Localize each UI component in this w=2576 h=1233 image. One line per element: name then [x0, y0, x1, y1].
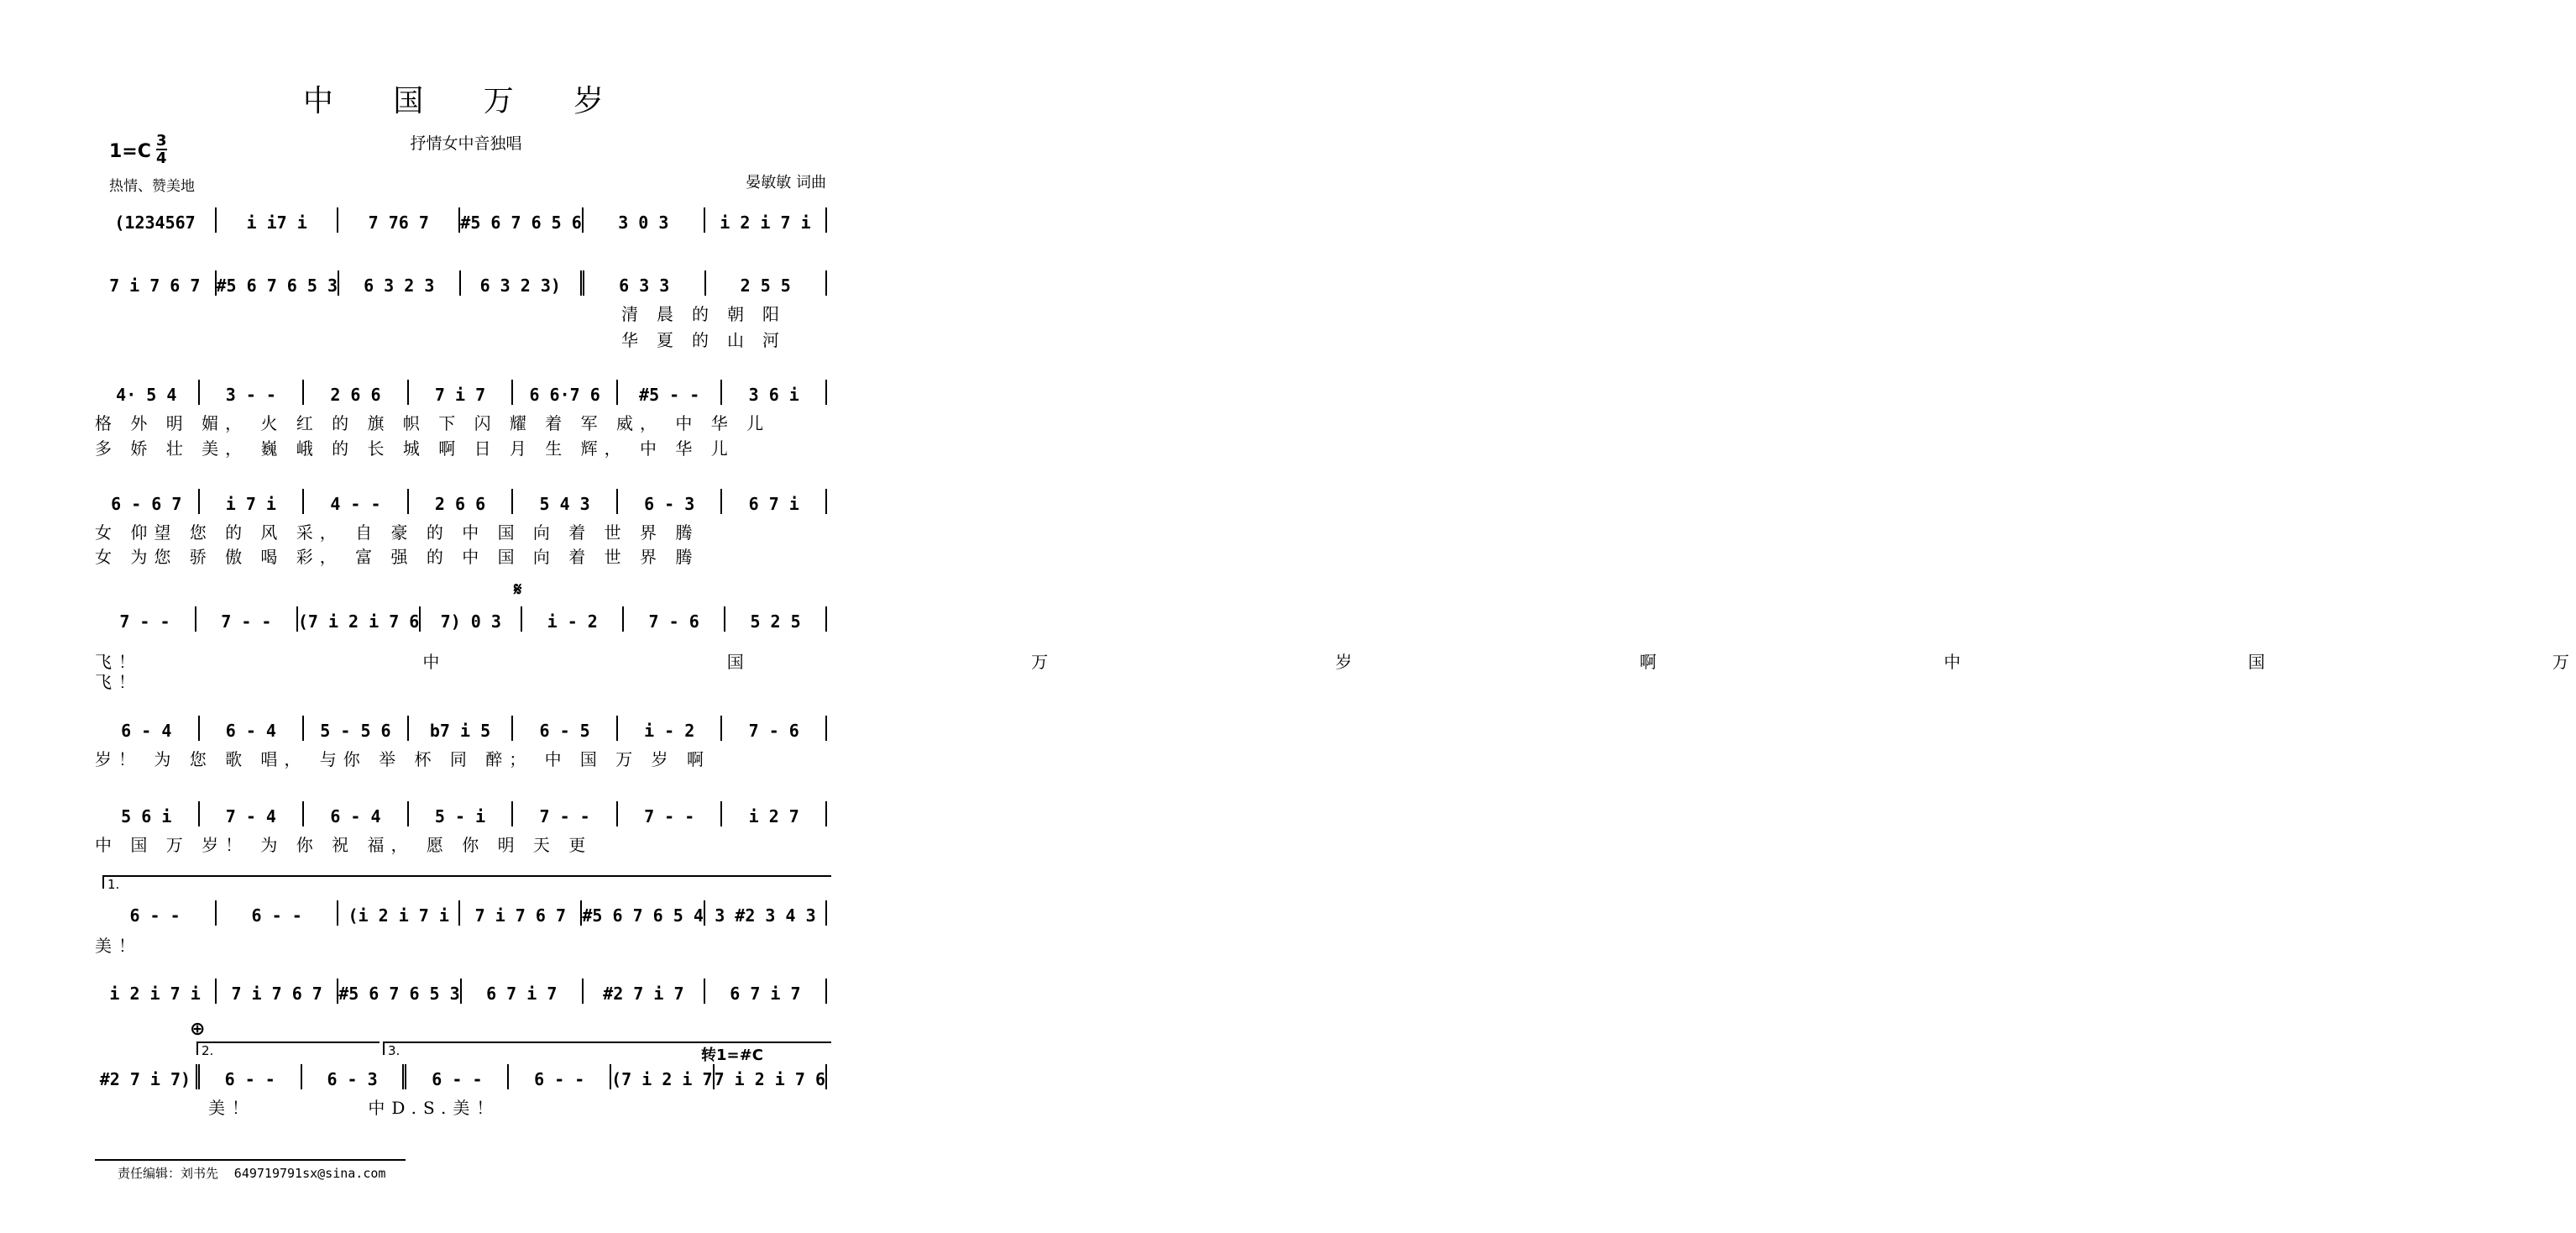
measure: 6 - 4 — [225, 721, 276, 741]
measure: 2 6 6 — [330, 385, 381, 405]
measure: 6 - - — [432, 1069, 483, 1089]
modulation-mark: 转1=#C — [701, 1047, 763, 1064]
measure: 6 - - — [129, 905, 181, 926]
measure: #2 7 i 7) — [99, 1069, 191, 1089]
score-line-1 — [95, 206, 827, 233]
measure: (7 i 2 i 7 — [611, 1069, 713, 1089]
measure: #5 6 7 6 5 6 — [460, 212, 582, 233]
measure: #5 6 7 6 5 3 — [216, 275, 338, 296]
measure: 5 6 i — [121, 806, 172, 826]
measure: 7 i 7 6 7 — [109, 275, 201, 296]
lyric-verse-2: 多 娇 壮 美， 巍 峨 的 长 城 啊 日 月 生 辉， 中 华 儿 — [95, 438, 735, 459]
measure: i 2 i 7 i — [109, 984, 201, 1004]
measure: #2 7 i 7 — [603, 984, 684, 1004]
measure: 6 3 3 — [619, 275, 670, 296]
measure: 5 2 5 — [750, 611, 801, 632]
measure: 6 - 3 — [327, 1069, 378, 1089]
measure: (7 i 2 i 7 6 — [297, 611, 420, 632]
footer — [118, 1164, 385, 1182]
volta-3: 3. — [383, 1041, 831, 1055]
lyric-verse-2: 飞！ — [95, 672, 142, 692]
lyric-verse-2: 女 为您 骄 傲 喝 彩， 富 强 的 中 国 向 着 世 界 腾 — [95, 547, 699, 567]
measure: 5 - i — [434, 806, 486, 826]
editor-email: 649719791sx@sina.com — [233, 1166, 386, 1181]
measure: 7 i 7 6 7 — [474, 905, 567, 926]
measure: 7 i 2 i 7 6 — [714, 1069, 826, 1089]
measure: 6 7 i — [748, 494, 799, 514]
measure: 6 6·7 6 — [529, 385, 600, 405]
time-signature — [156, 133, 167, 166]
key-signature: 1=C — [109, 141, 151, 162]
measure: 6 - 3 — [644, 494, 695, 514]
measure: 6 3 2 3) — [479, 275, 561, 296]
song-title: 中 国 万 岁 — [302, 84, 630, 118]
song-subtitle: 抒情女中音独唱 — [410, 134, 522, 153]
coda-icon: ⊕ — [190, 1019, 206, 1040]
measure: #5 - - — [639, 385, 700, 405]
score-line-9 — [95, 977, 827, 1004]
measure: 5 - 5 6 — [320, 721, 391, 741]
measure: 7 - - — [119, 611, 170, 632]
lyric-line: 中 国 万 岁！ 为 你 祝 福， 愿 你 明 天 更 — [95, 835, 593, 855]
measure: 7 i 7 6 7 — [231, 984, 322, 1004]
measure: 7 - - — [644, 806, 695, 826]
measure: 6 - 4 — [121, 721, 172, 741]
lyric-verse-1: 清晨的朝阳 — [621, 304, 798, 324]
measure: 3 0 3 — [618, 212, 669, 233]
measure: 7 i 7 — [434, 385, 486, 405]
score-line-7 — [95, 800, 827, 826]
volta-2: 2. — [196, 1041, 380, 1055]
measure: 5 4 3 — [539, 494, 590, 514]
measure: #5 6 7 6 5 4 — [582, 905, 704, 926]
measure: 3 #2 3 4 3 — [715, 905, 816, 926]
editor-credit: 责任编辑：刘书先 — [118, 1166, 219, 1181]
score-line-3 — [95, 378, 827, 405]
measure: i 2 i 7 i — [720, 212, 811, 233]
measure: 6 7 i 7 — [486, 984, 558, 1004]
segno-icon: 𝄋 — [514, 580, 522, 601]
composer-credit: 晏敏敏 词曲 — [746, 174, 826, 192]
measure: (i 2 i 7 i — [348, 905, 449, 926]
measure: 3 6 i — [748, 385, 799, 405]
measure: i i7 i — [246, 212, 307, 233]
lyric-line: 岁！ 为 您 歌 唱， 与你 举 杯 同 醉； 中 国 万 岁 啊 — [95, 749, 711, 769]
measure: 6 3 2 3 — [364, 275, 435, 296]
measure: 2 5 5 — [740, 275, 791, 296]
score-line-2 — [95, 269, 827, 296]
measure: i - 2 — [644, 721, 695, 741]
measure: 6 - 4 — [330, 806, 381, 826]
lyric-line: 美！ 中D.S.美！ — [208, 1098, 500, 1118]
lyric-verse-1: 女 仰望 您 的 风 采， 自 豪 的 中 国 向 着 世 界 腾 — [95, 522, 699, 543]
footer-divider — [95, 1159, 406, 1161]
measure: 6 - - — [224, 1069, 275, 1089]
measure: 6 7 i 7 — [730, 984, 801, 1004]
score-line-6 — [95, 714, 827, 741]
lyric-verse-2: 华夏的山河 — [621, 330, 798, 350]
score-line-4 — [95, 487, 827, 514]
measure: 7 - - — [221, 611, 272, 632]
measure: 6 - 6 7 — [111, 494, 182, 514]
measure: i - 2 — [547, 611, 598, 632]
measure: i 2 7 — [748, 806, 799, 826]
volta-1: 1. — [102, 875, 831, 889]
score-line-10 — [95, 1062, 827, 1089]
score-line-5 — [95, 605, 827, 632]
measure: 3 - - — [225, 385, 276, 405]
measure: 2 6 6 — [434, 494, 486, 514]
lyric-verse-1: 格 外 明 媚， 火 红 的 旗 帜 下 闪 耀 着 军 威， 中 华 儿 — [95, 413, 771, 433]
measure: (1234567 — [114, 212, 196, 233]
measure: 6 - - — [534, 1069, 585, 1089]
meter-bottom: 4 — [156, 150, 167, 167]
measure: #5 6 7 6 5 3 — [338, 984, 460, 1004]
lyric-verse-1: 飞！ 中 国 万 岁 啊 中 国 万 — [95, 652, 2576, 672]
lyric-line: 美！ — [95, 936, 142, 956]
measure: 7) 0 3 — [440, 611, 501, 632]
meter-top: 3 — [156, 132, 167, 150]
tempo-marking: 热情、赞美地 — [109, 178, 195, 195]
measure: 6 - - — [251, 905, 302, 926]
measure: i 7 i — [225, 494, 276, 514]
measure: 6 - 5 — [539, 721, 590, 741]
measure: b7 i 5 — [429, 721, 491, 741]
measure: 7 - 4 — [225, 806, 276, 826]
measure: 4 - - — [330, 494, 381, 514]
measure: 7 - - — [539, 806, 590, 826]
measure: 4· 5 4 — [116, 385, 177, 405]
measure: 7 - 6 — [748, 721, 799, 741]
measure: 7 - 6 — [648, 611, 699, 632]
measure: 7 76 7 — [368, 212, 429, 233]
score-line-8 — [95, 899, 827, 926]
